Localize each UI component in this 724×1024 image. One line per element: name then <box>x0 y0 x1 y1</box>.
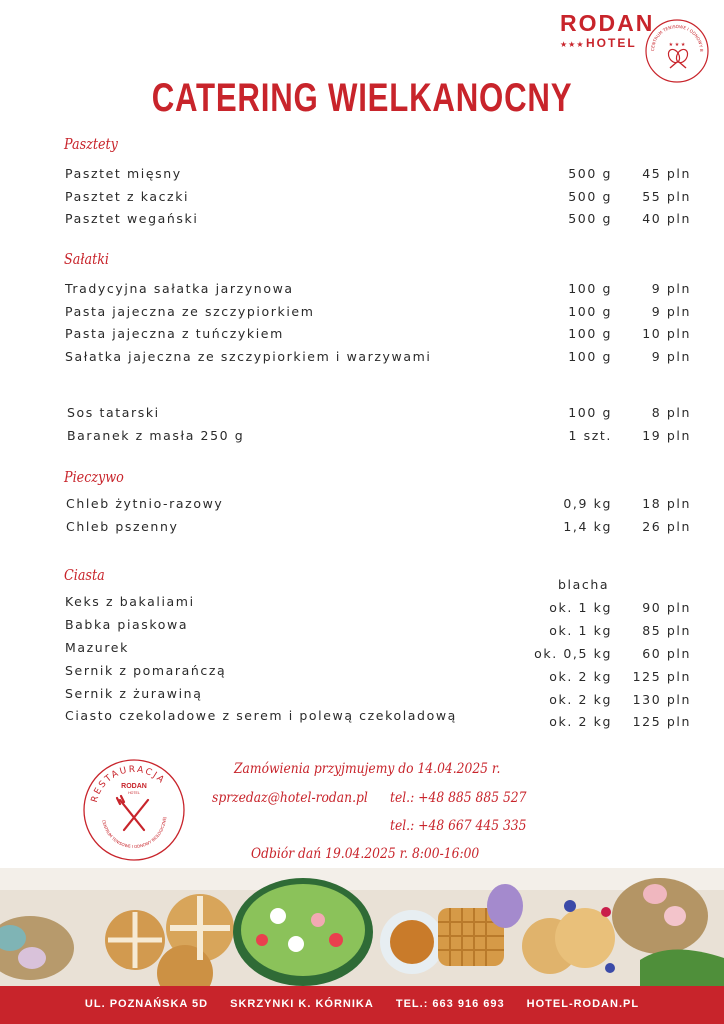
item-name: Sernik z pomarańczą <box>65 663 227 678</box>
footer-phone[interactable]: TEL.: 663 916 693 <box>395 998 505 1010</box>
item-price: 130 pln <box>632 692 691 707</box>
svg-text:CENTRUM TENISOWE I ODNOWY BIOL: CENTRUM TENISOWE I ODNOWY BIOLOGICZNEJ <box>101 816 167 850</box>
item-quantity: 1 szt. <box>568 428 612 443</box>
item-name: Pasta jajeczna z tuńczykiem <box>65 326 284 341</box>
menu-item <box>0 594 724 614</box>
item-quantity: 500 g <box>568 166 612 181</box>
page-title: CATERING WIELKANOCNY <box>151 76 573 120</box>
item-price: 55 pln <box>642 189 691 204</box>
menu-item <box>0 496 724 516</box>
item-name: Sos tatarski <box>67 405 160 420</box>
item-name: Baranek z masła 250 g <box>67 428 245 443</box>
item-price: 26 pln <box>642 519 691 534</box>
footer-city: SKRZYNKI K. KÓRNIKA <box>230 998 374 1010</box>
menu-item <box>0 281 724 301</box>
item-quantity: 100 g <box>568 326 612 341</box>
menu-item <box>0 640 724 660</box>
email-link[interactable]: sprzedaz@hotel-rodan.pl <box>212 790 368 806</box>
item-name: Tradycyjna sałatka jarzynowa <box>65 281 294 296</box>
logo-brand-subname: HOTEL <box>586 36 637 50</box>
item-quantity: 500 g <box>568 211 612 226</box>
menu-item <box>0 519 724 539</box>
item-price: 125 pln <box>632 669 691 684</box>
menu-item <box>0 405 724 425</box>
item-price: 40 pln <box>642 211 691 226</box>
orders-deadline: Zamówienia przyjmujemy do 14.04.2025 r. <box>234 761 501 777</box>
menu-item <box>0 428 724 448</box>
svg-text:RODAN: RODAN <box>121 783 147 790</box>
section-title-pieczywo: Pieczywo <box>64 468 124 486</box>
item-quantity: ok. 1 kg <box>549 600 612 615</box>
item-name: Ciasto czekoladowe z serem i polewą czekoladową <box>65 708 457 723</box>
item-quantity: ok. 0,5 kg <box>534 646 612 661</box>
item-name: Pasta jajeczna ze szczypiorkiem <box>65 304 315 319</box>
item-price: 85 pln <box>642 623 691 638</box>
item-name: Keks z bakaliami <box>65 594 195 609</box>
footer-website[interactable]: HOTEL-RODAN.PL <box>526 998 640 1010</box>
item-price: 9 pln <box>651 349 691 364</box>
item-quantity: 1,4 kg <box>563 519 612 534</box>
unit-header: blacha <box>558 577 610 592</box>
item-name: Sernik z żurawiną <box>65 686 203 701</box>
logo-dots: ★★★ <box>560 40 585 49</box>
svg-text:★ ★ ★: ★ ★ ★ <box>668 42 686 48</box>
menu-item <box>0 617 724 637</box>
item-price: 18 pln <box>642 496 691 511</box>
phone-link-1[interactable]: tel.: +48 885 885 527 <box>390 790 527 806</box>
item-quantity: ok. 2 kg <box>549 714 612 729</box>
svg-text:RESTAURACJA: RESTAURACJA <box>89 764 167 804</box>
svg-text:CENTRUM TENISOWE I ODNOWY BIOL: CENTRUM TENISOWE I ODNOWY B <box>649 23 705 52</box>
phone-link-2[interactable]: tel.: +48 667 445 335 <box>390 818 527 834</box>
item-quantity: 500 g <box>568 189 612 204</box>
item-quantity: 100 g <box>568 405 612 420</box>
footer-bar <box>0 986 724 1024</box>
item-name: Chleb żytnio-razowy <box>66 496 224 511</box>
footer-address: UL. POZNAŃSKA 5D <box>84 998 209 1010</box>
menu-item <box>0 349 724 369</box>
item-name: Mazurek <box>65 640 129 655</box>
item-quantity: ok. 2 kg <box>549 692 612 707</box>
item-quantity: 100 g <box>568 349 612 364</box>
fork-knife-icon <box>117 796 148 830</box>
item-name: Chleb pszenny <box>66 519 179 534</box>
item-price: 10 pln <box>642 326 691 341</box>
svg-text:HOTEL: HOTEL <box>128 791 140 795</box>
item-quantity: 100 g <box>568 281 612 296</box>
item-price: 19 pln <box>642 428 691 443</box>
item-quantity: 100 g <box>568 304 612 319</box>
item-price: 8 pln <box>651 405 691 420</box>
item-name: Pasztet mięsny <box>65 166 182 181</box>
item-quantity: ok. 2 kg <box>549 669 612 684</box>
item-price: 9 pln <box>651 281 691 296</box>
item-quantity: ok. 1 kg <box>549 623 612 638</box>
item-price: 60 pln <box>642 646 691 661</box>
item-name: Pasztet z kaczki <box>65 189 190 204</box>
section-title-salatki: Sałatki <box>64 250 110 268</box>
menu-item <box>0 189 724 209</box>
menu-item <box>0 686 724 706</box>
item-quantity: 0,9 kg <box>563 496 612 511</box>
item-price: 125 pln <box>632 714 691 729</box>
menu-item <box>0 166 724 186</box>
menu-item <box>0 708 724 728</box>
easter-food-photo <box>0 868 724 986</box>
item-price: 45 pln <box>642 166 691 181</box>
restaurant-logo <box>82 758 186 862</box>
menu-item <box>0 326 724 346</box>
item-price: 9 pln <box>651 304 691 319</box>
pickup-info: Odbiór dań 19.04.2025 r. 8:00-16:00 <box>251 846 480 862</box>
tennis-seal-icon <box>644 18 710 84</box>
menu-item <box>0 211 724 231</box>
menu-item <box>0 304 724 324</box>
item-name: Sałatka jajeczna ze szczypiorkiem i warzywami <box>65 349 432 364</box>
section-title-ciasta: Ciasta <box>64 566 105 584</box>
section-title-pasztety: Pasztety <box>64 135 118 153</box>
item-name: Babka piaskowa <box>65 617 189 632</box>
item-name: Pasztet wegański <box>65 211 199 226</box>
item-price: 90 pln <box>642 600 691 615</box>
menu-item <box>0 663 724 683</box>
footer-contact <box>0 998 724 1010</box>
logo-brand-name: RODAN <box>560 10 655 36</box>
